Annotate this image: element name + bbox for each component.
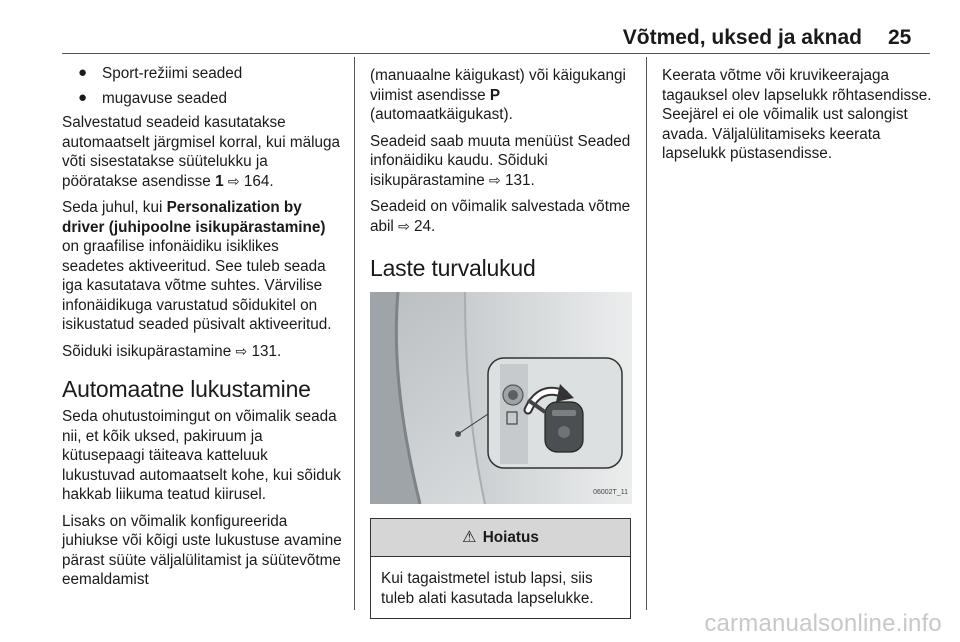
paragraph-configure-unlock: Lisaks on võimalik konfigureerida juhiukse või kõigi uste lukustuse avamine pärast süüte väljalülitamist ja süütevõtme eemaldamist bbox=[62, 512, 342, 588]
warning-header bbox=[371, 519, 630, 557]
column-1 bbox=[62, 64, 344, 597]
child-lock-illustration bbox=[370, 292, 632, 504]
paragraph-save-with-key bbox=[370, 197, 632, 236]
bold-term: 1 bbox=[215, 172, 224, 190]
section-heading-child-locks: Laste turvalukud bbox=[370, 255, 536, 281]
bullet-text: mugavuse seaded bbox=[102, 89, 228, 107]
column-2 bbox=[370, 66, 632, 619]
paragraph-text: Sõiduki isikupärastamine bbox=[62, 342, 232, 360]
bullet-text: Sport-režiimi seaded bbox=[102, 65, 243, 82]
bold-term: Personalization by driver (juhipoolne isikupärastamine) bbox=[62, 199, 326, 236]
paragraph-personalization bbox=[62, 198, 344, 335]
paragraph-gearbox bbox=[370, 66, 632, 125]
paragraph-child-lock-instructions: Keerata võtme või kruvikeerajaga tagauksel olev lapselukk rõhtasendisse. Seejärel ei ole võimalik ust salongist avada. Väljalülitamiseks keerata lapselukk püstasendisse. bbox=[662, 67, 932, 162]
bold-term: P bbox=[489, 86, 501, 104]
column-3 bbox=[662, 66, 932, 171]
warning-box bbox=[370, 518, 631, 619]
section-heading-automatic-locking: Automaatne lukustamine bbox=[62, 376, 311, 402]
xref-arrow-icon: ⇨ bbox=[235, 342, 248, 359]
paragraph-vehicle-personalization bbox=[62, 342, 344, 362]
xref-arrow-icon: ⇨ bbox=[398, 217, 410, 234]
paragraph-text: (manuaalne käigukast) või käigukangi viimist asendisse bbox=[370, 67, 626, 104]
paragraph-text: (automaatkäigukast). bbox=[370, 106, 513, 123]
page-header-title: Võtmed, uksed ja aknad bbox=[622, 26, 862, 49]
xref-arrow-icon: ⇨ bbox=[489, 171, 501, 188]
column-divider-1 bbox=[354, 57, 355, 610]
page-reference: 131. bbox=[251, 342, 282, 360]
page-reference: 164. bbox=[243, 172, 274, 190]
page-reference: 131. bbox=[505, 171, 535, 189]
paragraph-text: Seda juhul, kui bbox=[62, 199, 163, 216]
paragraph-text: Salvestatud seadeid kasutatakse automaatselt järgmisel korral, kui mäluga võti sisestatakse süütelukku ja pööratakse asendisse bbox=[62, 114, 341, 190]
paragraph-text: on graafilise infonäidiku isiklikes seadetes aktiveeritud. See tuleb seada iga kasutatava võtme suhtes. Värvilise infonäidikuga varustatud sõidukitel on isikustatud seaded püsivalt aktiveeritud. bbox=[62, 238, 332, 333]
paragraph-text: Seadeid on võimalik salvestada võtme abil bbox=[370, 198, 631, 235]
bullet-icon: ● bbox=[78, 88, 88, 106]
bullet-item bbox=[62, 64, 344, 84]
warning-body: Kui tagaistmetel istub lapsi, siis tuleb alati kasutada lapselukke. bbox=[381, 570, 594, 607]
paragraph-auto-lock: Seda ohutustoimingut on võimalik seada nii, et kõik uksed, pakiruum ja kütusepaagi täiteava katteluuk lukustuvad automaatselt kohe, kui sõiduk hakkab liikuma teatud kiirusel. bbox=[62, 408, 341, 503]
paragraph-saved-settings bbox=[62, 113, 344, 191]
paragraph-text: Seadeid saab muuta menüüst Seaded infonäidiku kaudu. Sõiduki isikupärastamine bbox=[370, 132, 631, 189]
illustration-id: 06002T_11 bbox=[593, 488, 628, 496]
warning-triangle-icon: ⚠ bbox=[462, 529, 477, 546]
column-divider-2 bbox=[646, 57, 647, 610]
bullet-item bbox=[62, 89, 344, 109]
header-rule bbox=[62, 53, 930, 54]
page-reference: 24. bbox=[414, 217, 436, 235]
watermark: carmanualsonline.info bbox=[704, 610, 942, 637]
warning-title: Hoiatus bbox=[482, 529, 539, 546]
paragraph-settings-menu bbox=[370, 132, 632, 191]
bullet-icon: ● bbox=[78, 64, 88, 81]
page-number: 25 bbox=[888, 26, 912, 49]
xref-arrow-icon: ⇨ bbox=[227, 172, 240, 189]
door-with-key-drawing bbox=[370, 292, 632, 504]
